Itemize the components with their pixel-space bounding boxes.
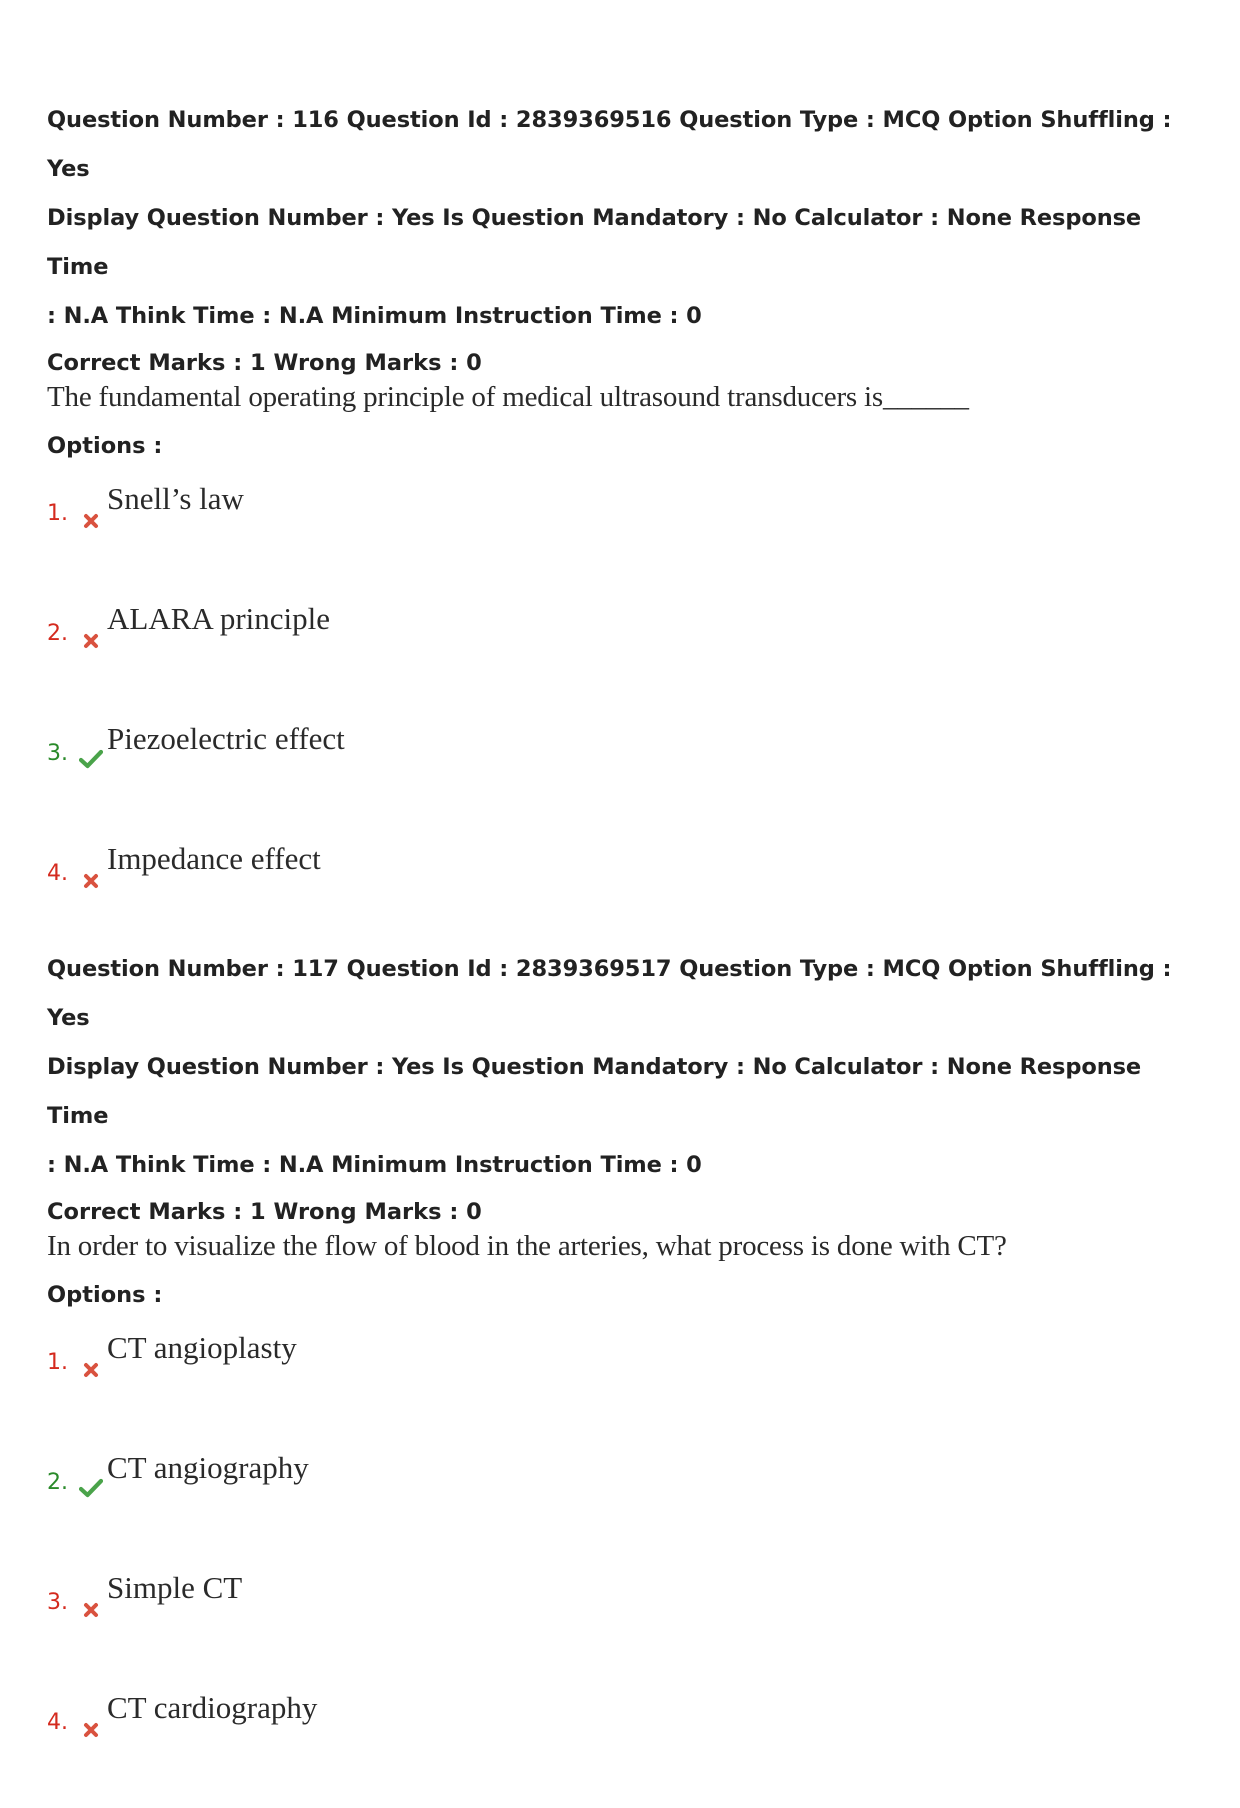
cross-icon [77, 501, 105, 529]
option-text: Piezoelectric effect [107, 721, 345, 756]
question-meta-line: Question Number : 116 Question Id : 2839369516 Question Type : MCQ Option Shuffling : Yes [47, 107, 1172, 182]
option-text: CT cardiography [107, 1690, 318, 1725]
option-item [47, 839, 1207, 959]
cross-icon [77, 861, 105, 889]
question-marks: Correct Marks : 1 Wrong Marks : 0 [47, 1199, 482, 1225]
option-number: 3. [47, 1590, 68, 1615]
option-item [47, 1688, 1207, 1808]
option-text: Snell’s law [107, 481, 244, 516]
option-number: 3. [47, 741, 68, 766]
question-meta-line: : N.A Think Time : N.A Minimum Instruction Time : 0 [47, 1152, 702, 1178]
cross-icon [77, 1710, 105, 1738]
option-text: ALARA principle [107, 601, 330, 636]
question-block [47, 96, 1207, 959]
question-meta-line: Display Question Number : Yes Is Question Mandatory : No Calculator : None Response Time [47, 205, 1142, 280]
option-text: Impedance effect [107, 841, 321, 876]
options-label: Options : [47, 1282, 163, 1308]
question-block [47, 945, 1207, 1808]
options-label: Options : [47, 433, 163, 459]
option-item [47, 599, 1207, 719]
options-list [47, 479, 1207, 959]
cross-icon [77, 621, 105, 649]
question-meta-line: Display Question Number : Yes Is Question Mandatory : No Calculator : None Response Time [47, 1054, 1142, 1129]
option-item [47, 1328, 1207, 1448]
check-icon [77, 741, 105, 769]
option-number: 1. [47, 501, 68, 526]
cross-icon [77, 1590, 105, 1618]
option-item [47, 1448, 1207, 1568]
option-text: CT angiography [107, 1450, 309, 1485]
option-text: CT angioplasty [107, 1330, 297, 1365]
check-icon [77, 1470, 105, 1498]
option-number: 4. [47, 861, 68, 886]
options-list [47, 1328, 1207, 1808]
option-number: 2. [47, 1470, 68, 1495]
question-marks: Correct Marks : 1 Wrong Marks : 0 [47, 350, 482, 376]
option-number: 2. [47, 621, 68, 646]
question-meta-line: Question Number : 117 Question Id : 2839369517 Question Type : MCQ Option Shuffling : Yes [47, 956, 1172, 1031]
cross-icon [77, 1350, 105, 1378]
option-number: 4. [47, 1710, 68, 1735]
question-meta-line: : N.A Think Time : N.A Minimum Instruction Time : 0 [47, 303, 702, 329]
option-item [47, 1568, 1207, 1688]
option-item [47, 719, 1207, 839]
option-text: Simple CT [107, 1570, 243, 1605]
question-text: In order to visualize the flow of blood in the arteries, what process is done with CT? [47, 1230, 1007, 1262]
option-item [47, 479, 1207, 599]
question-text: The fundamental operating principle of medical ultrasound transducers is______ [47, 381, 969, 413]
option-number: 1. [47, 1350, 68, 1375]
